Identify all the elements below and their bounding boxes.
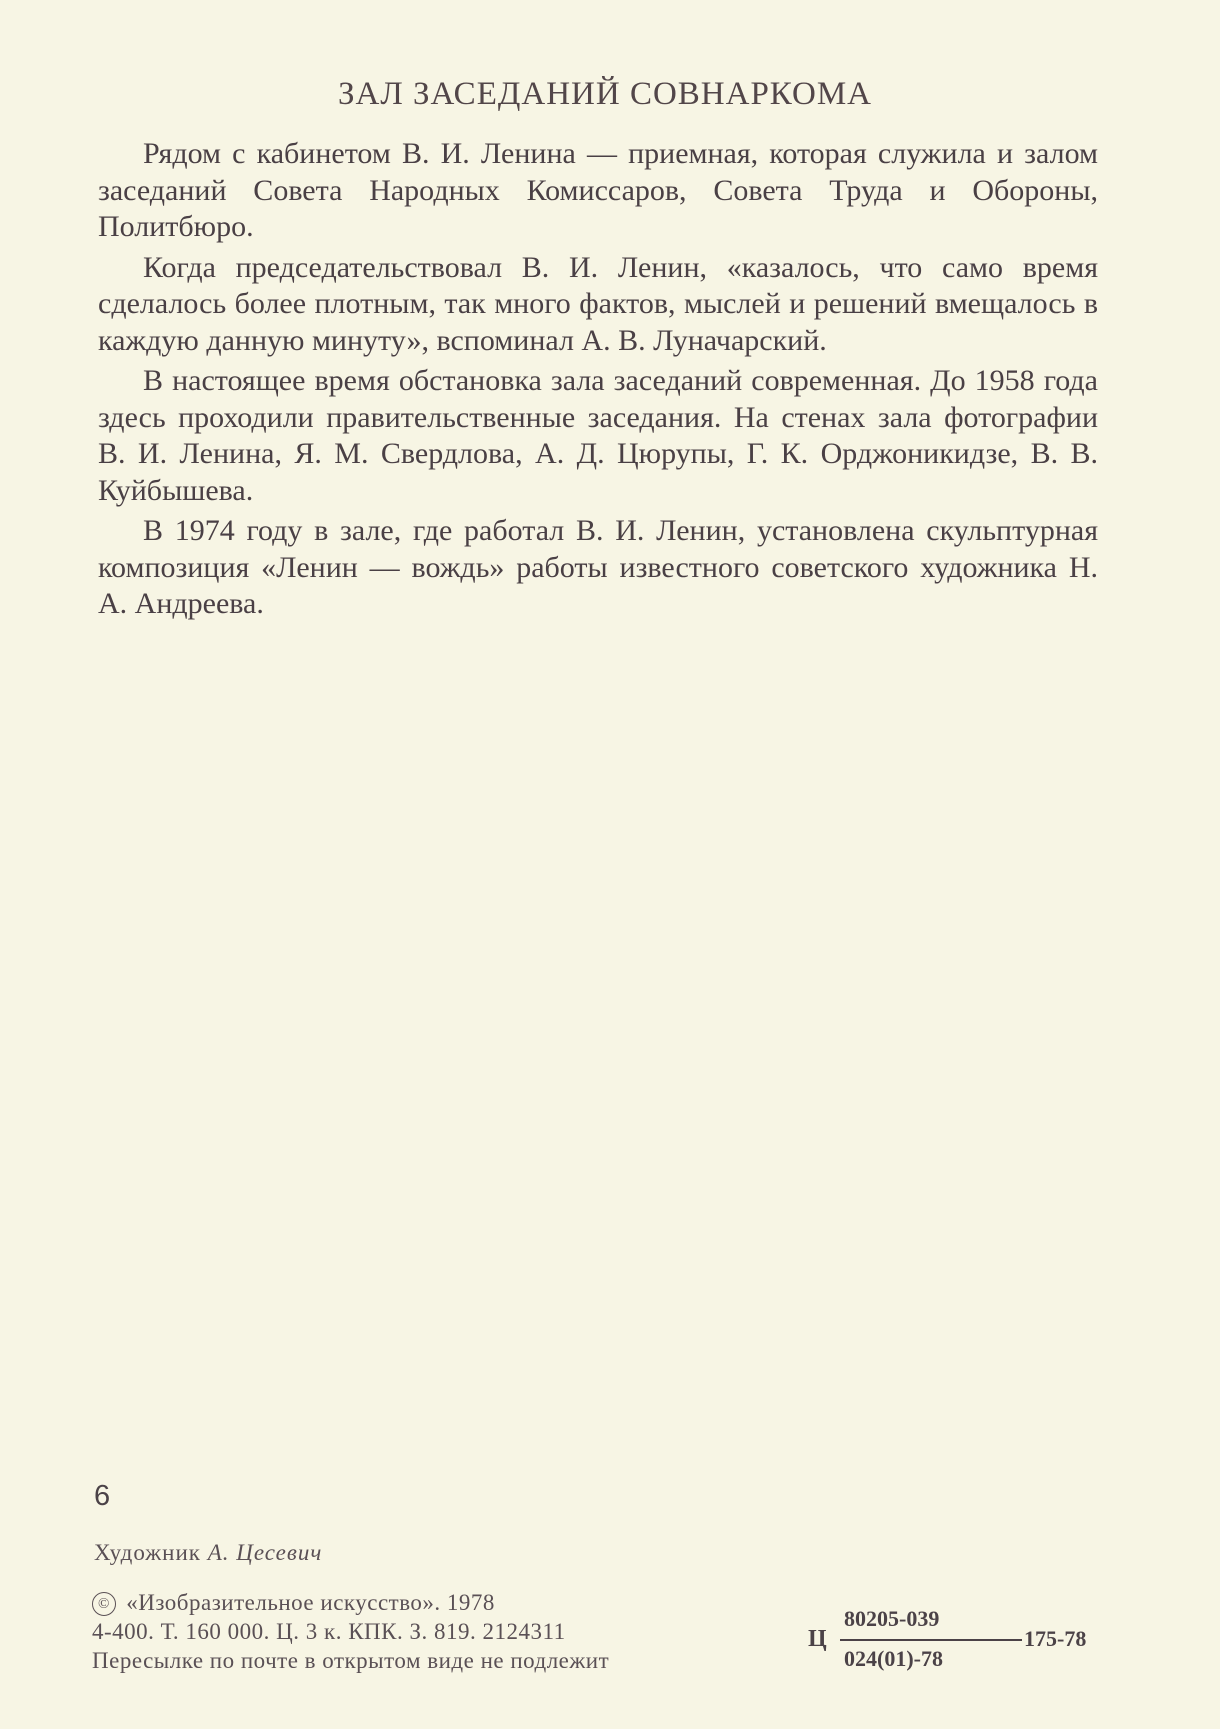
paragraph: Рядом с кабинетом В. И. Ленина — приемная, которая служила и залом заседаний Совета Народных Комиссаров, Совета Труда и Обороны, Политбюро. [98, 137, 1098, 243]
page-title: ЗАЛ ЗАСЕДАНИЙ СОВНАРКОМА [337, 76, 873, 112]
copyright-icon: © [92, 1592, 116, 1616]
imprint [92, 1588, 609, 1675]
paragraph: Когда председательствовал В. И. Ленин, «казалось, что само время сделалось более плотным, так много фактов, мыслей и решений вмещалось в каждую данную минуту», вспоминал А. В. Луначарский. [98, 250, 1098, 357]
paragraph: В настоящее время обстановка зала заседаний современная. До 1958 года здесь проходили правительственные заседания. На стенах зала фотографии В. И. Ленина, Я. М. Свердлова, А. Д. Цюрупы, Г. К. Орджоникидзе, В. В. Куйбышева. [98, 364, 1098, 507]
index-numerator: 80205-039 [844, 1606, 940, 1631]
page-number: 6 [94, 1480, 111, 1512]
index-suffix: 175-78 [1024, 1626, 1087, 1651]
index-fraction-line [840, 1639, 1022, 1641]
body-text [98, 136, 1098, 627]
print-info: 4-400. Т. 160 000. Ц. 3 к. КПК. З. 819. 2124311 [92, 1619, 566, 1644]
publisher: «Изобразительное искусство». 1978 [126, 1590, 495, 1615]
index-letter: Ц [808, 1626, 827, 1652]
index-denominator: 024(01)-78 [844, 1646, 943, 1671]
artist-name: А. Цесевич [207, 1540, 323, 1565]
artist-credit [94, 1540, 322, 1566]
index-code [808, 1606, 1108, 1686]
publisher-line [92, 1588, 609, 1617]
artist-label: Художник [94, 1540, 201, 1565]
paragraph: В 1974 году в зале, где работал В. И. Ленин, установлена скульптурная композиция «Ленин — вождь» работы известного советского художника Н. А. Андреева. [98, 514, 1098, 620]
mail-note: Пересылке по почте в открытом виде не подлежит [92, 1648, 610, 1673]
